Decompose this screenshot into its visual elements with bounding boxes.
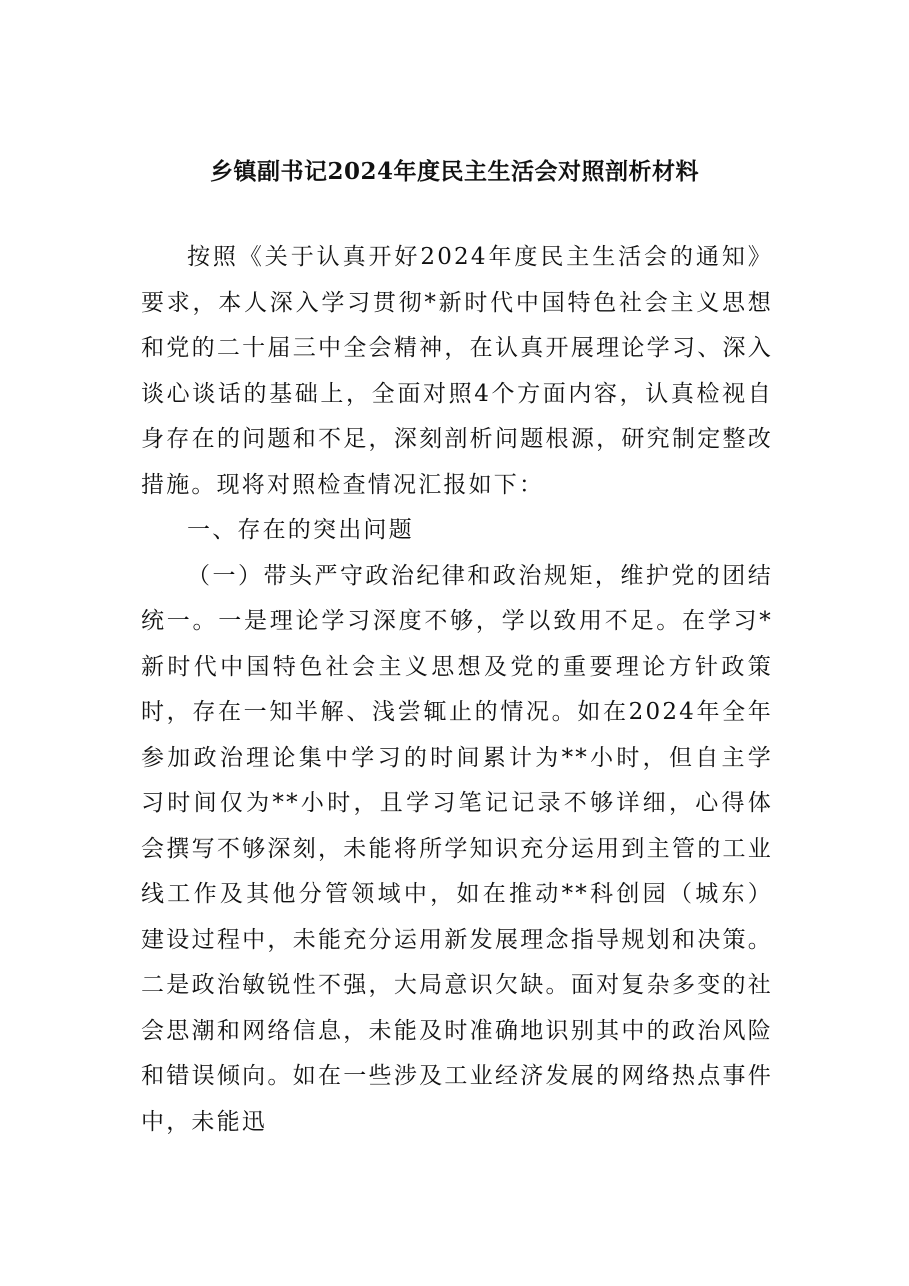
section-heading-problems: 一、存在的突出问题 [187, 517, 414, 543]
document-title: 乡镇副书记2024年度民主生活会对照剖析材料 [209, 158, 699, 185]
document-body [141, 235, 773, 1145]
intro-paragraph: 按照《关于认真开好2024年度民主生活会的通知》要求，本人深入学习贯彻*新时代中国特色社会主义思想和党的二十届三中全会精神，在认真开展理论学习、深入谈心谈话的基础上，全面对照4个方面内容，认真检视自身存在的问题和不足，深刻剖析问题根源，研究制定整改措施。现将对照检查情况汇报如下： [141, 244, 773, 498]
subsection-paragraph-1: （一）带头严守政治纪律和政治规矩，维护党的团结统一。一是理论学习深度不够，学以致用不足。在学习*新时代中国特色社会主义思想及党的重要理论方针政策时，存在一知半解、浅尝辄止的情况。如在2024年全年参加政治理论集中学习的时间累计为**小时，但自主学习时间仅为**小时，且学习笔记记录不够详细，心得体会撰写不够深刻，未能将所学知识充分运用到主管的工业线工作及其他分管领域中，如在推动**科创园（城东）建设过程中，未能充分运用新发展理念指导规划和决策。二是政治敏锐性不强，大局意识欠缺。面对复杂多变的社会思潮和网络信息，未能及时准确地识别其中的政治风险和错误倾向。如在一些涉及工业经济发展的网络热点事件中，未能迅 [141, 562, 773, 1135]
